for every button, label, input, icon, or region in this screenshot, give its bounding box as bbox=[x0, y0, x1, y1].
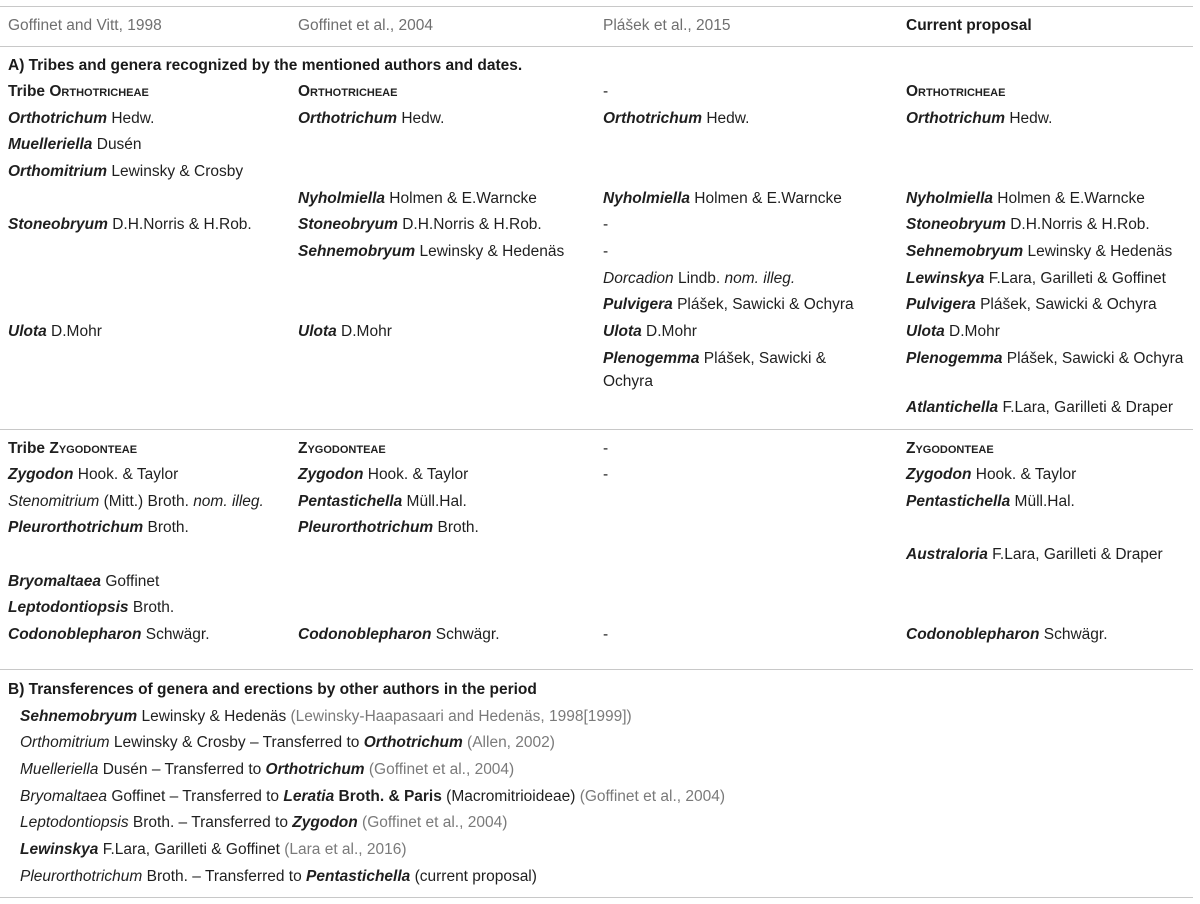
header-rule bbox=[0, 46, 1193, 47]
genus-name: Muelleriella bbox=[20, 761, 99, 778]
tribe-orth-col4: Orthotricheae bbox=[906, 83, 1006, 100]
genus-entry bbox=[298, 106, 444, 133]
transfer-text: Broth. – Transferred to bbox=[142, 868, 307, 885]
genus-name: Sehnemobryum bbox=[20, 708, 138, 725]
genus-name: Pleurorthotrichum bbox=[298, 519, 434, 536]
genus-author: Hedw. bbox=[702, 110, 750, 127]
genus-entry bbox=[906, 462, 1076, 489]
genus-entry bbox=[906, 542, 1163, 569]
genus-entry bbox=[8, 212, 252, 239]
genus-name: Plenogemma bbox=[906, 350, 1003, 367]
genus-name: Nyholmiella bbox=[298, 190, 385, 207]
dash-col3: - bbox=[603, 83, 609, 100]
genus-name: Pulvigera bbox=[906, 296, 976, 313]
citation: (Allen, 2002) bbox=[462, 734, 555, 751]
genus-entry bbox=[906, 622, 1108, 649]
genus-name: Orthotrichum bbox=[8, 110, 108, 127]
genus-entry bbox=[8, 569, 159, 596]
genus-name: Nyholmiella bbox=[603, 190, 690, 207]
genus-name: Orthotrichum bbox=[906, 110, 1006, 127]
genus-name: Zygodon bbox=[906, 466, 972, 483]
genus-author: Lewinsky & Hedenäs bbox=[1023, 243, 1173, 260]
genus-author: Hedw. bbox=[1005, 110, 1053, 127]
genus-author: D.H.Norris & H.Rob. bbox=[1005, 216, 1150, 233]
header-col-4: Current proposal bbox=[906, 17, 1032, 34]
genus-author: D.Mohr bbox=[944, 323, 1000, 340]
genus-name: Leptodontiopsis bbox=[20, 814, 129, 831]
genus-author: Schwägr. bbox=[1039, 626, 1108, 643]
dash-col3: - bbox=[603, 216, 609, 233]
citation: (Goffinet et al., 2004) bbox=[575, 788, 726, 805]
genus-entry bbox=[8, 462, 178, 489]
genus-author: D.Mohr bbox=[46, 323, 102, 340]
header-col-2: Goffinet et al., 2004 bbox=[298, 17, 434, 34]
genus-author: Lewinsky & Hedenäs bbox=[137, 708, 287, 725]
transfer-text: Broth. – Transferred to bbox=[128, 814, 293, 831]
genus-entry bbox=[298, 622, 500, 649]
genus-name: Plenogemma bbox=[603, 350, 700, 367]
citation: (Goffinet et al., 2004) bbox=[357, 814, 508, 831]
genus-name: Lewinskya bbox=[20, 841, 99, 858]
genus-entry bbox=[906, 186, 1145, 213]
genus-entry bbox=[8, 106, 154, 133]
header-col-3: Plášek et al., 2015 bbox=[603, 17, 731, 34]
genus-name: Pulvigera bbox=[603, 296, 673, 313]
genus-entry bbox=[298, 319, 392, 346]
genus-author: Hook. & Taylor bbox=[73, 466, 179, 483]
genus-entry bbox=[298, 489, 467, 516]
dash-col3: - bbox=[603, 466, 609, 483]
genus-entry bbox=[906, 266, 1166, 293]
genus-author: Broth. bbox=[128, 599, 175, 616]
genus-entry bbox=[8, 515, 189, 542]
genus-name: Atlantichella bbox=[906, 399, 999, 416]
bottom-rule bbox=[0, 897, 1193, 898]
genus-name: Ulota bbox=[906, 323, 945, 340]
genus-author: Hedw. bbox=[397, 110, 445, 127]
genus-author: Schwägr. bbox=[431, 626, 500, 643]
section-a-bottom-rule bbox=[0, 669, 1193, 670]
genus-name: Zygodon bbox=[298, 466, 364, 483]
genus-name: Lewinskya bbox=[906, 270, 985, 287]
genus-entry bbox=[8, 489, 264, 516]
transfer-item bbox=[20, 864, 537, 891]
genus-entry bbox=[8, 622, 210, 649]
header-col-1: Goffinet and Vitt, 1998 bbox=[8, 17, 162, 34]
genus-name: Codonoblepharon bbox=[298, 626, 432, 643]
genus-name: Stoneobryum bbox=[8, 216, 108, 233]
genus-author: D.H.Norris & H.Rob. bbox=[397, 216, 542, 233]
genus-entry bbox=[603, 186, 842, 213]
genus-author-cont: Ochyra bbox=[603, 373, 653, 390]
nom-illeg: nom. illeg. bbox=[193, 493, 264, 510]
genus-author: D.Mohr bbox=[336, 323, 392, 340]
transfer-text: Lewinsky & Crosby – Transferred to bbox=[109, 734, 364, 751]
genus-name: Pentastichella bbox=[906, 493, 1011, 510]
genus-entry bbox=[906, 395, 1173, 422]
genus-name: Zygodon bbox=[8, 466, 74, 483]
genus-entry bbox=[603, 319, 697, 346]
genus-name: Stoneobryum bbox=[298, 216, 398, 233]
genus-author: Lewinsky & Crosby bbox=[107, 163, 244, 180]
genus-author: Broth. bbox=[143, 519, 189, 536]
genus-name: Nyholmiella bbox=[906, 190, 993, 207]
genus-entry bbox=[8, 595, 174, 622]
genus-name: Stoneobryum bbox=[906, 216, 1006, 233]
genus-author: Müll.Hal. bbox=[1010, 493, 1075, 510]
genus-entry bbox=[906, 239, 1172, 266]
genus-entry bbox=[298, 186, 537, 213]
tribe-name: Orthotricheae bbox=[49, 83, 149, 100]
genus-name: Sehnemobryum bbox=[906, 243, 1024, 260]
genus-author: Plášek, Sawicki & bbox=[699, 350, 827, 367]
genus-author: Müll.Hal. bbox=[402, 493, 467, 510]
genus-name: Leptodontiopsis bbox=[8, 599, 129, 616]
genus-author: Plášek, Sawicki & Ochyra bbox=[975, 296, 1157, 313]
genus-entry bbox=[906, 292, 1157, 319]
genus-author: D.Mohr bbox=[641, 323, 697, 340]
genus-author: Holmen & E.Warncke bbox=[690, 190, 842, 207]
genus-author: Plášek, Sawicki & Ochyra bbox=[672, 296, 854, 313]
genus-entry bbox=[906, 319, 1000, 346]
subfamily: (Macromitrioideae) bbox=[441, 788, 576, 805]
dash-col3: - bbox=[603, 626, 609, 643]
genus-name: Codonoblepharon bbox=[8, 626, 142, 643]
genus-entry bbox=[298, 212, 542, 239]
tribe-orth-col1 bbox=[8, 79, 149, 106]
transfer-item bbox=[20, 757, 514, 784]
transfer-item bbox=[20, 730, 555, 757]
tribe-zygo-col2: Zygodonteae bbox=[298, 440, 386, 457]
citation: (Lewinsky-Haapasaari and Hedenäs, 1998[1999]) bbox=[286, 708, 632, 725]
genus-entry bbox=[8, 159, 243, 186]
citation: (Lara et al., 2016) bbox=[279, 841, 407, 858]
transfer-item bbox=[20, 784, 725, 811]
genus-name: Pleurorthotrichum bbox=[8, 519, 144, 536]
genus-entry bbox=[8, 319, 102, 346]
genus-entry bbox=[603, 266, 795, 293]
genus-name: Codonoblepharon bbox=[906, 626, 1040, 643]
genus-author: (Mitt.) Broth. bbox=[99, 493, 194, 510]
genus-author: Hook. & Taylor bbox=[363, 466, 469, 483]
orth-bottom-rule bbox=[0, 429, 1193, 430]
transfer-item bbox=[20, 837, 407, 864]
citation: (current proposal) bbox=[410, 868, 537, 885]
genus-author: Broth. bbox=[433, 519, 479, 536]
genus-author: Hedw. bbox=[107, 110, 155, 127]
target-genus: Leratia bbox=[283, 788, 335, 805]
target-genus: Pentastichella bbox=[306, 868, 411, 885]
genus-entry bbox=[906, 489, 1075, 516]
genus-entry bbox=[906, 106, 1052, 133]
genus-name: Orthotrichum bbox=[603, 110, 703, 127]
genus-name: Ulota bbox=[298, 323, 337, 340]
transfer-item bbox=[20, 810, 507, 837]
genus-author: Lewinsky & Hedenäs bbox=[415, 243, 565, 260]
citation: (Goffinet et al., 2004) bbox=[364, 761, 515, 778]
genus-author: F.Lara, Garilleti & Draper bbox=[987, 546, 1163, 563]
target-genus: Orthotrichum bbox=[363, 734, 463, 751]
target-genus: Zygodon bbox=[292, 814, 358, 831]
genus-name: Pleurorthotrichum bbox=[20, 868, 143, 885]
genus-author: Lindb. bbox=[673, 270, 725, 287]
genus-entry bbox=[603, 106, 749, 133]
target-genus: Orthotrichum bbox=[265, 761, 365, 778]
tribe-zygo-col4: Zygodonteae bbox=[906, 440, 994, 457]
tribe-name: Zygodonteae bbox=[49, 440, 138, 457]
top-rule bbox=[0, 6, 1193, 7]
genus-name: Orthomitrium bbox=[8, 163, 108, 180]
tribe-prefix: Tribe bbox=[8, 83, 50, 100]
genus-author: Goffinet bbox=[101, 573, 160, 590]
tribe-zygo-col1 bbox=[8, 436, 137, 463]
genus-author: Hook. & Taylor bbox=[971, 466, 1077, 483]
genus-author: Dusén bbox=[92, 136, 142, 153]
genus-name: Bryomaltaea bbox=[8, 573, 102, 590]
genus-author: F.Lara, Garilleti & Goffinet bbox=[98, 841, 280, 858]
genus-entry bbox=[298, 515, 479, 542]
genus-author: D.H.Norris & H.Rob. bbox=[107, 216, 252, 233]
genus-name: Muelleriella bbox=[8, 136, 93, 153]
genus-entry bbox=[906, 346, 1183, 373]
genus-author: Schwägr. bbox=[141, 626, 210, 643]
genus-name: Stenomitrium bbox=[8, 493, 100, 510]
genus-author: F.Lara, Garilleti & Goffinet bbox=[984, 270, 1166, 287]
genus-author: Plášek, Sawicki & Ochyra bbox=[1002, 350, 1184, 367]
genus-author: Holmen & E.Warncke bbox=[993, 190, 1145, 207]
target-author: Broth. & Paris bbox=[334, 788, 442, 805]
genus-entry bbox=[603, 292, 854, 319]
section-a-title: A) Tribes and genera recognized by the mentioned authors and dates. bbox=[8, 57, 523, 74]
dash-col3: - bbox=[603, 243, 609, 260]
genus-entry bbox=[298, 462, 468, 489]
genus-name: Sehnemobryum bbox=[298, 243, 416, 260]
genus-entry bbox=[906, 212, 1150, 239]
tribe-prefix: Tribe bbox=[8, 440, 50, 457]
section-b-title: B) Transferences of genera and erections by other authors in the period bbox=[8, 681, 537, 698]
genus-author: Holmen & E.Warncke bbox=[385, 190, 537, 207]
genus-name: Pentastichella bbox=[298, 493, 403, 510]
genus-entry bbox=[8, 132, 142, 159]
dash-col3: - bbox=[603, 440, 609, 457]
tribe-orth-col2: Orthotricheae bbox=[298, 83, 398, 100]
genus-name: Ulota bbox=[8, 323, 47, 340]
genus-name: Australoria bbox=[906, 546, 988, 563]
genus-name: Ulota bbox=[603, 323, 642, 340]
genus-name: Dorcadion bbox=[603, 270, 674, 287]
genus-name: Orthomitrium bbox=[20, 734, 110, 751]
genus-name: Orthotrichum bbox=[298, 110, 398, 127]
nom-illeg: nom. illeg. bbox=[724, 270, 796, 287]
transfer-text: Goffinet – Transferred to bbox=[107, 788, 284, 805]
genus-author: F.Lara, Garilleti & Draper bbox=[998, 399, 1174, 416]
transfer-item bbox=[20, 704, 632, 731]
transfer-text: Dusén – Transferred to bbox=[98, 761, 266, 778]
genus-name: Bryomaltaea bbox=[20, 788, 108, 805]
genus-entry bbox=[298, 239, 564, 266]
